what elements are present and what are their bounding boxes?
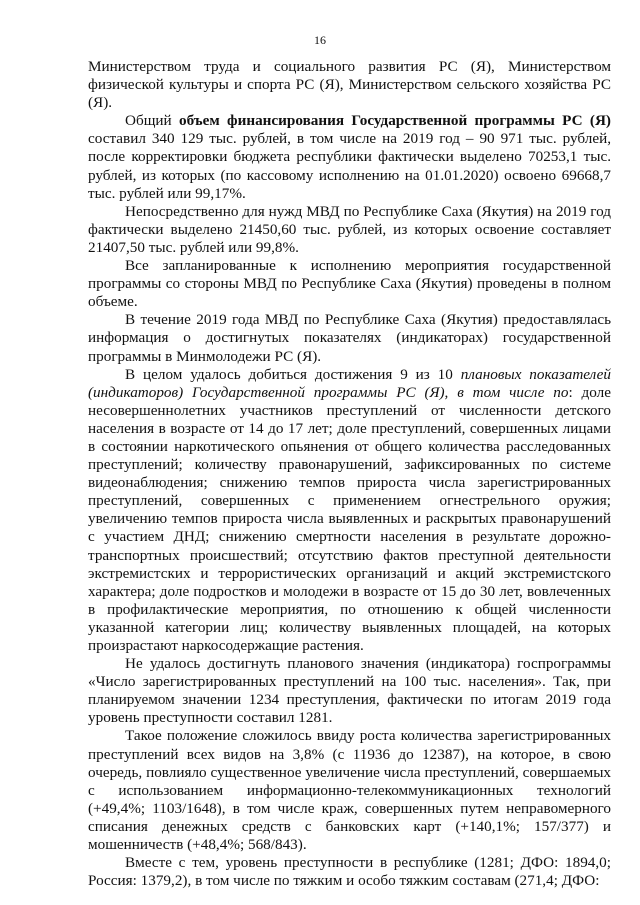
financing-details: составил 340 129 тыс. рублей, в том числе на 2019 год – 90 971 тыс. рублей, после корректировки бюджета республики фактически выделено 70253,1 тыс. рублей, из которых (по кассовому исполнению на 01.01.2020) освоено 69668,7 тыс. рублей или 99,17%. [88,130,611,202]
paragraph-crime-level: Вместе с тем, уровень преступности в республике (1281; ДФО: 1894,0; Россия: 1379,2), в том числе по тяжким и особо тяжким составам (271,4; ДФО: [88,854,611,890]
paragraph-indicators-achieved [88,366,611,656]
indicators-italic-phrase: плановых показателей (индикаторов) Государственной программы РС (Я), в том числе по [88,365,611,401]
financing-bold-phrase: объем финансирования Государственной программы РС (Я) [178,112,611,130]
paragraph-indicator-reporting: В течение 2019 года МВД по Республике Саха (Якутия) предоставлялась информация о достигнутых показателях (индикаторах) государственной программы в Минмолодежи РС (Я). [88,311,611,365]
indicators-list: : доле несовершеннолетних участников преступлений от численности детского населения в возрасте от 14 до 17 лет; доле преступлений, совершенных лицами в состоянии наркотического опьянения от общего количества расследованных преступлений; количеству правонарушений, зафиксированных по системе видеонаблюдения; снижению темпов прироста числа зарегистрированных преступлений, совершенных с применением огнестрельного оружия; увеличению темпов прироста числа выявленных и раскрытых правонарушений с участием ДНД; снижению смертности населения в результате дорожно-транспортных происшествий; отсутствию фактов преступной деятельности экстремистских и террористических организаций и акций экстремистского характера; доле подростков и молодежи в возрасте от 15 до 30 лет, вовлеченных в профилактические мероприятия, по отношению к общей численности указанной категории лиц; количеству выявленных площадей, на которых произрастают наркосодержащие растения. [88,383,611,654]
document-body [88,58,611,890]
page-number: 16 [314,33,326,47]
paragraph-financing [88,112,611,202]
paragraph-mvd-funding: Непосредственно для нужд МВД по Республике Саха (Якутия) на 2019 год фактически выделено 21450,60 тыс. рублей, из которых освоение составляет 21407,50 тыс. рублей или 99,8%. [88,202,611,256]
indicators-intro: В целом удалось добиться достижения 9 из 10 [125,365,461,383]
paragraph-indicator-not-achieved: Не удалось достигнуть планового значения (индикатора) госпрограммы «Число зарегистрированных преступлений на 100 тыс. населения». Так, при планируемом значении 1234 преступления, фактически по итогам 2019 года уровень преступности составил 1281. [88,655,611,727]
paragraph-crime-growth: Такое положение сложилось ввиду роста количества зарегистрированных преступлений всех видов на 3,8% (с 11936 до 12387), на которое, в свою очередь, повлияло существенное увеличение числа преступлений, совершаемых с использованием информационно-телекоммуникационных технологий (+49,4%; 1103/1648), в том числе краж, совершенных путем неправомерного списания денежных средств с банковских карт (+140,1%; 157/377) и мошенничеств (+48,4%; 568/843). [88,727,611,854]
paragraph-ministries: Министерством труда и социального развития РС (Я), Министерством физической культуры и спорта РС (Я), Министерством сельского хозяйства РС (Я). [88,58,611,112]
paragraph-activities-completed: Все запланированные к исполнению мероприятия государственной программы со стороны МВД по Республике Саха (Якутия) проведены в полном объеме. [88,257,611,311]
financing-intro: Общий [125,112,179,130]
